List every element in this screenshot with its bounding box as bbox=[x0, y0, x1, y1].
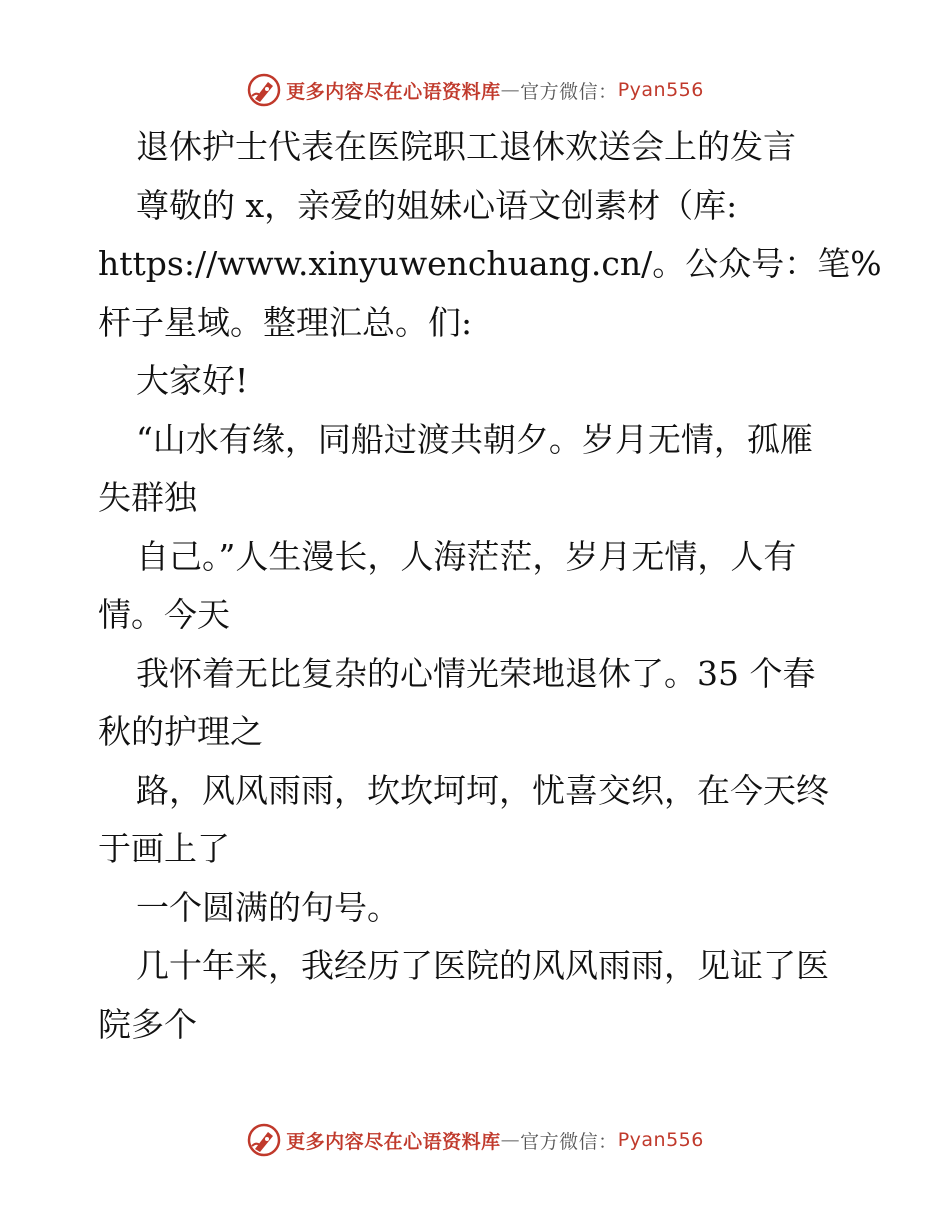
pen-nib-logo-icon bbox=[246, 1122, 282, 1158]
text-line: 于画上了 bbox=[98, 829, 230, 868]
banner-separator: — bbox=[500, 1129, 521, 1151]
banner-separator: — bbox=[500, 79, 521, 101]
text-line: 尊敬的 x，亲爱的姐妹心语文创素材（库: bbox=[136, 185, 738, 225]
text-line: 大家好! bbox=[136, 361, 249, 400]
header-banner bbox=[0, 70, 950, 110]
text-line: 一个圆满的句号。 bbox=[136, 887, 400, 927]
banner-wechat-label: 官方微信： bbox=[520, 1130, 618, 1153]
document-body bbox=[98, 118, 882, 1054]
text-line: 失群独 bbox=[98, 478, 197, 517]
text-line: 院多个 bbox=[98, 1004, 197, 1044]
text-line: 几十年来，我经历了医院的风风雨雨，见证了医 bbox=[136, 946, 829, 985]
text-line: 退休护士代表在医院职工退休欢送会上的发言 bbox=[136, 127, 796, 166]
banner-wechat-id: Pyan556 bbox=[617, 79, 704, 101]
text-line: https://www.xinyuwenchuang.cn/。公众号：笔% bbox=[98, 244, 882, 283]
text-line: 路，风风雨雨，坎坎坷坷，忧喜交织，在今天终 bbox=[136, 770, 829, 810]
text-line: 秋的护理之 bbox=[98, 712, 263, 751]
text-line: 杆子星域。整理汇总。们: bbox=[98, 302, 473, 342]
pen-nib-logo-icon bbox=[246, 72, 282, 108]
text-line: 自己。”人生漫长，人海茫茫，岁月无情，人有 bbox=[136, 536, 797, 576]
banner-main-text: 更多内容尽在心语资料库 bbox=[286, 80, 501, 103]
banner-wechat-id: Pyan556 bbox=[617, 1129, 704, 1151]
footer-banner bbox=[0, 1120, 950, 1160]
text-line: “山水有缘，同船过渡共朝夕。岁月无情，孤雁 bbox=[136, 419, 813, 459]
banner-main-text: 更多内容尽在心语资料库 bbox=[286, 1130, 501, 1153]
text-line: 我怀着无比复杂的心情光荣地退休了。35 个春 bbox=[136, 653, 816, 693]
text-line: 情。今天 bbox=[98, 595, 230, 634]
banner-wechat-label: 官方微信： bbox=[520, 80, 618, 103]
